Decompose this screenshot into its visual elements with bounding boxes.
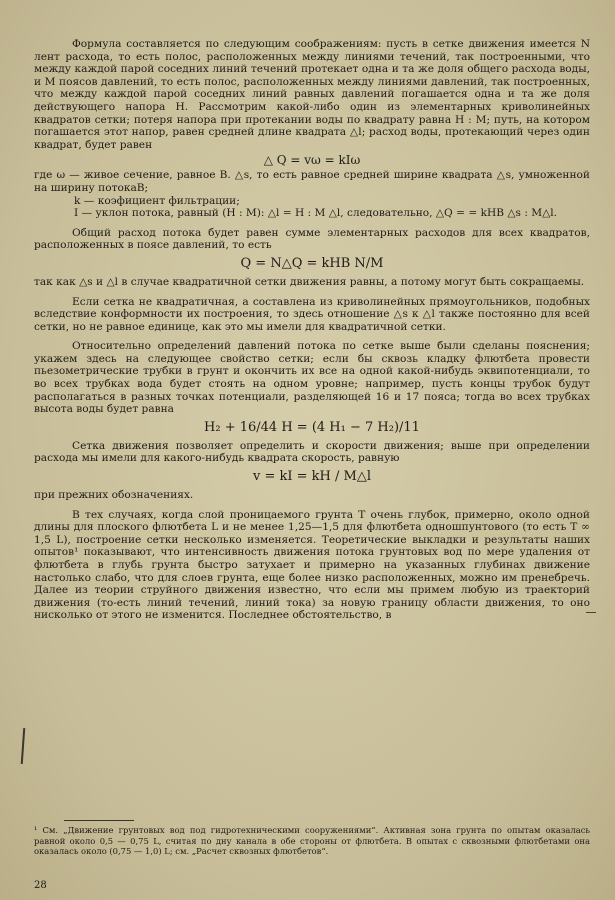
paragraph-5: Общий расход потока будет равен сумме элементарных расходов для всех квадратов, расположенных в поясе давлений, то есть [34, 226, 590, 252]
formula-head: H₂ + 16/44 H = (4 H₁ − 7 H₂)/11 [204, 419, 420, 435]
paragraph-6: так как △s и △l в случае квадратичной сетки движения равны, а потому могут быть сокращаемы. [34, 275, 585, 288]
paragraph-11: В тех случаях, когда слой проницаемого грунта T очень глубок, примерно, около одной длины для плоского флютбета L и не менее 1,25—1,5 для флютбета одношпунтового (то есть T ∞ 1,5 L), построение сетки несколько изменяется. Теоретические выкладки и результаты наших опытов¹ показывают, что интенсивность движения потока грунтовых вод по мере удаления от флютбета в глубь грунта быстро затухает и примерно на указанных глубинах движение настолько слабо, что для слоев грунта, еще более низко расположенных, можно им пренебречь. Далее из теории струйного движения известно, что если мы примем любую из траекторий движения (то-есть линий течений, линий тока) за новую границу области движения, то оно нисколько от этого не изменится. Последнее обстоятельство, в [34, 508, 590, 622]
paragraph-3: k — коэфициент фильтрации; [74, 194, 240, 207]
page-number: 28 [34, 880, 47, 891]
formula-total-q: Q = N△Q = kHB N/M [240, 255, 384, 271]
formula-delta-q: △ Q = vω = kIω [263, 153, 361, 168]
formula-velocity: v = kI = kH / M△l [253, 469, 371, 485]
paragraph-4: I — уклон потока, равный (H : M): △l = H : M △l, следовательно, △Q = = kHB △s : M△l. [74, 207, 558, 220]
main-text [34, 38, 590, 622]
paragraph-7: Если сетка не квадратичная, а составлена из криволинейных прямоугольников, подобных вследствие конформности их построения, то здесь отношение △s к △l также постоянно для всей сетки, но не равное единице, как это мы имели для квадратичной сетки. [34, 295, 590, 333]
paragraph-1: Формула составляется по следующим соображениям: пусть в сетке движения имеется N лент расхода, то есть полос, расположенных между линиями течений, так построенными, что между каждой парой соседних линий течений протекает одна и та же доля общего расхода воды, и M поясов давлений, то есть полос, расположенных между линиями давлений, так построенных, что между каждой парой соседних линий равных давлений погашается одна и та же доля действующего напора H. Рассмотрим какой-либо один из элементарных криволинейных квадратов сетки; потеря напора при протекании воды по квадрату равна H : M; путь, на котором погашается этот напор, равен средней длине квадрата △l; расход воды, протекающий через один квадрат, будет равен [34, 38, 590, 151]
footnote-rule [64, 820, 134, 821]
paragraph-9: Сетка движения позволяет определить и скорости движения; выше при определении расхода мы имели для какого-нибудь квадрата скорость, равную [34, 439, 590, 465]
footnote-block [34, 820, 590, 857]
margin-pencil-mark [21, 728, 26, 764]
paragraph-2: где ω — живое сечение, равное B. △s, то есть равное средней ширине квадрата △s, умноженной на ширину потокаB; [34, 169, 590, 194]
margin-dash-mark [586, 612, 596, 613]
paragraph-10: при прежних обозначениях. [34, 489, 194, 502]
paragraph-8: Относительно определений давлений потока по сетке выше были сделаны пояснения; укажем здесь на следующее свойство сетки; если бы сквозь кладку флютбета провести пьезометрические трубки в грунт и окончить их все на одной какой-нибудь эквипотенциали, то во всех трубках вода будет стоять на одном уровне; например, пусть концы трубок будут располагаться в разных точках потенциали, разделяющей 16 и 17 пояса; тогда во всех трубках высота воды будет равна [34, 340, 590, 416]
footnote-text: ¹ См. „Движение грунтовых вод под гидротехническими сооружениями“. Активная зона грунта по опытам оказалась равной около 0,5 — 0,75 L, считая по дну канала в обе стороны от флютбета. В опытах с сквозными флютбетами она оказалась около (0,75 — 1,0) L; см. „Расчет сквозных флютбетов“. [34, 825, 590, 857]
